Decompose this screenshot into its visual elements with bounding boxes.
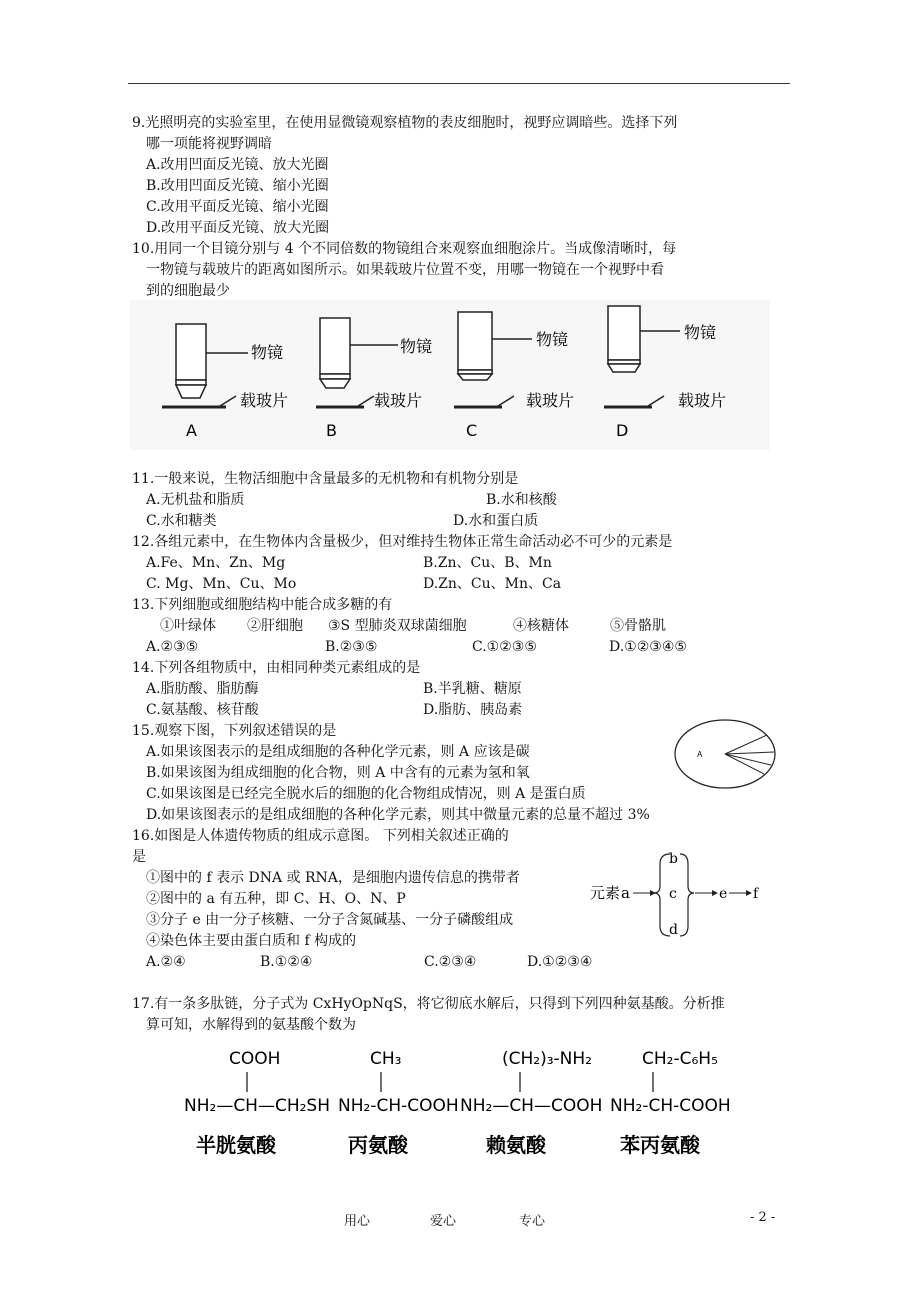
cysteine-name: 半胱氨酸 xyxy=(196,1133,276,1157)
q11-option-b[interactable]: B.水和核酸 xyxy=(486,492,557,508)
diagram-d: d xyxy=(669,922,678,938)
q17-stem: 17.有一条多肽链，分子式为 CxHyOpNqS，将它彻底水解后，只得到下列四种氨基酸。分析推 xyxy=(132,996,725,1012)
q9-option-c[interactable]: C.改用平面反光镜、缩小光圈 xyxy=(146,199,329,215)
q9-option-b[interactable]: B.改用凹面反光镜、缩小光圈 xyxy=(146,178,329,194)
slide-d-label: 载玻片 xyxy=(678,391,727,410)
lens-c-letter: C xyxy=(466,421,478,440)
q13-stem: 13.下列细胞或细胞结构中能合成多糖的有 xyxy=(132,597,393,613)
q16-option-d[interactable]: D.①②③④ xyxy=(527,954,593,970)
q10-stem: 10.用同一个目镜分别与 4 个不同倍数的物镜组合来观察血细胞涂片。当成像清晰时，每 xyxy=(132,241,677,257)
genetic-material-diagram xyxy=(588,848,768,942)
lysine-side-group: (CH₂)₃-NH₂ xyxy=(502,1049,592,1069)
slide-b-label: 载玻片 xyxy=(374,391,423,410)
q11-option-d[interactable]: D.水和蛋白质 xyxy=(453,513,539,529)
footer-text-2: 爱心 xyxy=(430,1214,457,1229)
lens-a-letter: A xyxy=(186,421,197,440)
q14-option-b[interactable]: B.半乳糖、糖原 xyxy=(423,681,522,697)
slide-c-label: 载玻片 xyxy=(526,391,575,410)
q13-option-a[interactable]: A.②③⑤ xyxy=(146,639,199,655)
q12-option-c[interactable]: C. Mg、Mn、Cu、Mo xyxy=(146,576,297,592)
q13-item-4: ④核糖体 xyxy=(513,618,569,634)
q12-option-b[interactable]: B.Zn、Cu、B、Mn xyxy=(423,555,552,571)
q16-item-4: ④染色体主要由蛋白质和 f 构成的 xyxy=(146,933,357,949)
q13-item-5: ⑤骨骼肌 xyxy=(610,618,666,634)
diagram-b: b xyxy=(669,851,678,867)
q9-option-a[interactable]: A.改用凹面反光镜、放大光圈 xyxy=(146,157,329,173)
amino-acid-lysine xyxy=(460,1049,602,1157)
amino-acid-cysteine xyxy=(184,1049,330,1157)
q13-option-b[interactable]: B.②③⑤ xyxy=(325,639,378,655)
phenylalanine-side-group: CH₂-C₆H₅ xyxy=(642,1049,718,1069)
lens-b-letter: B xyxy=(326,421,337,440)
q16-option-b[interactable]: B.①②④ xyxy=(260,954,313,970)
objective-lens-figure xyxy=(130,300,770,450)
q16-stem-cont: 是 xyxy=(132,849,146,865)
lysine-name: 赖氨酸 xyxy=(486,1133,546,1157)
q15-option-b[interactable]: B.如果该图为组成细胞的化合物，则 A 中含有的元素为氢和氧 xyxy=(146,765,530,781)
q16-item-1: ①图中的 f 表示 DNA 或 RNA，是细胞内遗传信息的携带者 xyxy=(146,870,520,886)
q14-stem: 14.下列各组物质中，由相同种类元素组成的是 xyxy=(132,660,421,676)
q17-stem-cont: 算可知，水解得到的氨基酸个数为 xyxy=(146,1017,356,1033)
lens-d-letter: D xyxy=(616,421,629,440)
q13-item-3: ③S 型肺炎双球菌细胞 xyxy=(328,618,467,634)
q16-item-3: ③分子 e 由一分子核糖、一分子含氮碱基、一分子磷酸组成 xyxy=(146,912,514,928)
cysteine-backbone: NH₂—CH—CH₂SH xyxy=(184,1096,331,1116)
q12-stem: 12.各组元素中，在生物体内含量极少，但对维持生物体正常生命活动必不可少的元素是 xyxy=(132,534,673,550)
q12-option-d[interactable]: D.Zn、Cu、Mn、Ca xyxy=(423,576,562,592)
q15-option-d[interactable]: D.如果该图表示的是组成细胞的各种化学元素，则其中微量元素的总量不超过 3% xyxy=(146,807,650,823)
footer-text-1: 用心 xyxy=(344,1214,371,1229)
q11-option-a[interactable]: A.无机盐和脂质 xyxy=(146,492,245,508)
alanine-backbone: NH₂-CH-COOH xyxy=(338,1096,459,1116)
q14-option-c[interactable]: C.氨基酸、核苷酸 xyxy=(146,702,259,718)
q16-item-2: ②图中的 a 有五种，即 C、H、O、N、P xyxy=(146,891,406,907)
q11-stem: 11.一般来说，生物活细胞中含量最多的无机物和有机物分别是 xyxy=(132,471,519,487)
q10-stem-cont2: 到的细胞最少 xyxy=(146,283,230,299)
header-rule xyxy=(128,83,790,84)
question-12 xyxy=(132,532,802,595)
q16-option-a[interactable]: A.②④ xyxy=(146,954,186,970)
q9-stem: 9.光照明亮的实验室里，在使用显微镜观察植物的表皮细胞时，视野应调暗些。选择下列 xyxy=(132,115,678,131)
phenylalanine-backbone: NH₂-CH-COOH xyxy=(610,1096,731,1116)
slide-a-label: 载玻片 xyxy=(240,391,289,410)
q15-option-c[interactable]: C.如果该图是已经完全脱水后的细胞的化合物组成情况，则 A 是蛋白质 xyxy=(146,786,586,802)
q13-item-1: ①叶绿体 xyxy=(160,618,216,634)
question-14 xyxy=(132,658,802,721)
q16-option-c[interactable]: C.②③④ xyxy=(424,954,477,970)
alanine-side-group: CH₃ xyxy=(370,1049,402,1069)
amino-acid-alanine xyxy=(338,1049,459,1157)
q15-option-a[interactable]: A.如果该图表示的是组成细胞的各种化学元素，则 A 应该是碳 xyxy=(146,744,530,760)
q14-option-d[interactable]: D.脂肪、胰岛素 xyxy=(423,702,523,718)
q12-option-a[interactable]: A.Fe、Mn、Zn、Mg xyxy=(146,555,286,571)
amino-acid-structures xyxy=(180,1040,740,1165)
alanine-name: 丙氨酸 xyxy=(348,1133,408,1157)
q13-option-c[interactable]: C.①②③⑤ xyxy=(472,639,537,655)
phenylalanine-name: 苯丙氨酸 xyxy=(620,1133,700,1157)
question-11 xyxy=(132,469,802,532)
question-9 xyxy=(132,113,802,239)
q15-stem: 15.观察下图，下列叙述错误的是 xyxy=(132,723,337,739)
footer-text-3: 专心 xyxy=(519,1214,546,1229)
q9-option-d[interactable]: D.改用平面反光镜、放大光圈 xyxy=(146,220,330,236)
diagram-e: e xyxy=(719,886,728,902)
diagram-c: c xyxy=(669,886,677,902)
question-17 xyxy=(132,994,802,1036)
page-number: - 2 - xyxy=(750,1210,776,1225)
diagram-a: a xyxy=(621,884,630,902)
q9-stem-cont: 哪一项能将视野调暗 xyxy=(146,136,272,152)
q14-option-a[interactable]: A.脂肪酸、脂肪酶 xyxy=(146,681,259,697)
cysteine-side-group: COOH xyxy=(229,1049,281,1069)
question-13 xyxy=(132,595,802,658)
lens-a-label: 物镜 xyxy=(251,343,284,362)
amino-acid-phenylalanine xyxy=(610,1049,731,1157)
q13-option-d[interactable]: D.①②③④⑤ xyxy=(609,639,687,655)
lens-d-label: 物镜 xyxy=(684,323,717,342)
lens-b-label: 物镜 xyxy=(400,337,433,356)
diagram-element-label: 元素 xyxy=(590,884,621,902)
q13-item-2: ②肝细胞 xyxy=(247,618,303,634)
q16-stem: 16.如图是人体遗传物质的组成示意图。 下列相关叙述正确的 xyxy=(132,828,509,844)
pie-chart-figure xyxy=(673,718,779,790)
lens-c-label: 物镜 xyxy=(536,330,569,349)
diagram-f: f xyxy=(753,886,759,902)
pie-label-a: A xyxy=(697,750,703,759)
lysine-backbone: NH₂—CH—COOH xyxy=(460,1096,603,1116)
q10-stem-cont: 一物镜与载玻片的距离如图所示。如果载玻片位置不变，用哪一物镜在一个视野中看 xyxy=(146,262,664,278)
question-10 xyxy=(132,239,802,302)
q11-option-c[interactable]: C.水和糖类 xyxy=(146,513,217,529)
